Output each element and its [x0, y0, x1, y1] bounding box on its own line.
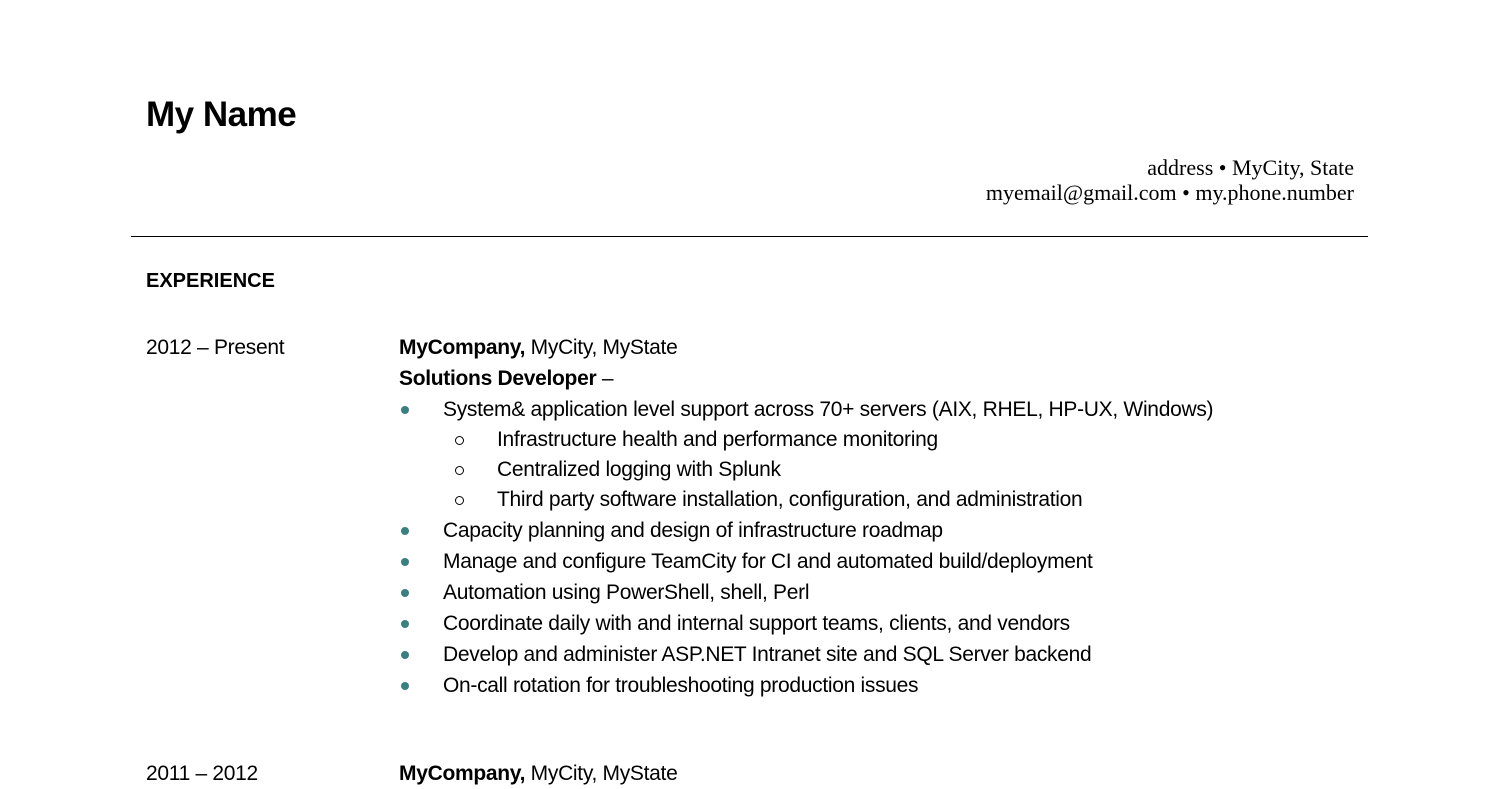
- circle-bullet-icon: [455, 496, 464, 505]
- circle-bullet-icon: [455, 466, 464, 475]
- job-dates: 2012 – Present: [146, 336, 285, 359]
- header-divider: [131, 236, 1368, 237]
- contact-info: [986, 155, 1354, 205]
- job-company-line: [399, 758, 677, 789]
- job-company-line: [399, 332, 1213, 363]
- bullet-icon: [401, 682, 409, 690]
- bullet-icon: [401, 406, 409, 414]
- bullet-icon: [401, 589, 409, 597]
- list-item: Coordinate daily with and internal support teams, clients, and vendors: [399, 608, 1213, 639]
- company-name: MyCompany,: [399, 336, 526, 359]
- bullet-icon: [401, 651, 409, 659]
- address-line: address • MyCity, State: [1147, 155, 1354, 180]
- list-item: Capacity planning and design of infrastructure roadmap: [399, 515, 1213, 546]
- list-item: Develop and administer ASP.NET Intranet site and SQL Server backend: [399, 639, 1213, 670]
- circle-bullet-icon: [455, 436, 464, 445]
- job-title-line: [399, 363, 1213, 394]
- bullet-icon: [401, 527, 409, 535]
- sub-list-item: Infrastructure health and performance monitoring: [399, 425, 1213, 455]
- company-location: MyCity, MyState: [525, 336, 678, 359]
- bullet-icon: [401, 558, 409, 566]
- company-name: MyCompany,: [399, 762, 526, 785]
- email-phone-line: myemail@gmail.com • my.phone.number: [985, 180, 1354, 205]
- sub-list-item: Centralized logging with Splunk: [399, 455, 1213, 485]
- list-item: System& application level support across 70+ servers (AIX, RHEL, HP-UX, Windows): [399, 394, 1213, 425]
- bullet-icon: [401, 620, 409, 628]
- resume-name: My Name: [146, 95, 297, 134]
- job-title-suffix: –: [596, 367, 614, 390]
- list-item: Automation using PowerShell, shell, Perl: [399, 577, 1213, 608]
- job-dates: 2011 – 2012: [146, 762, 258, 785]
- job-title: Solutions Developer: [399, 367, 597, 390]
- sub-list-item: Third party software installation, configuration, and administration: [399, 485, 1213, 515]
- list-item: On-call rotation for troubleshooting production issues: [399, 670, 1213, 701]
- list-item: Manage and configure TeamCity for CI and automated build/deployment: [399, 546, 1213, 577]
- company-location: MyCity, MyState: [525, 762, 678, 785]
- section-title-experience: EXPERIENCE: [146, 270, 275, 292]
